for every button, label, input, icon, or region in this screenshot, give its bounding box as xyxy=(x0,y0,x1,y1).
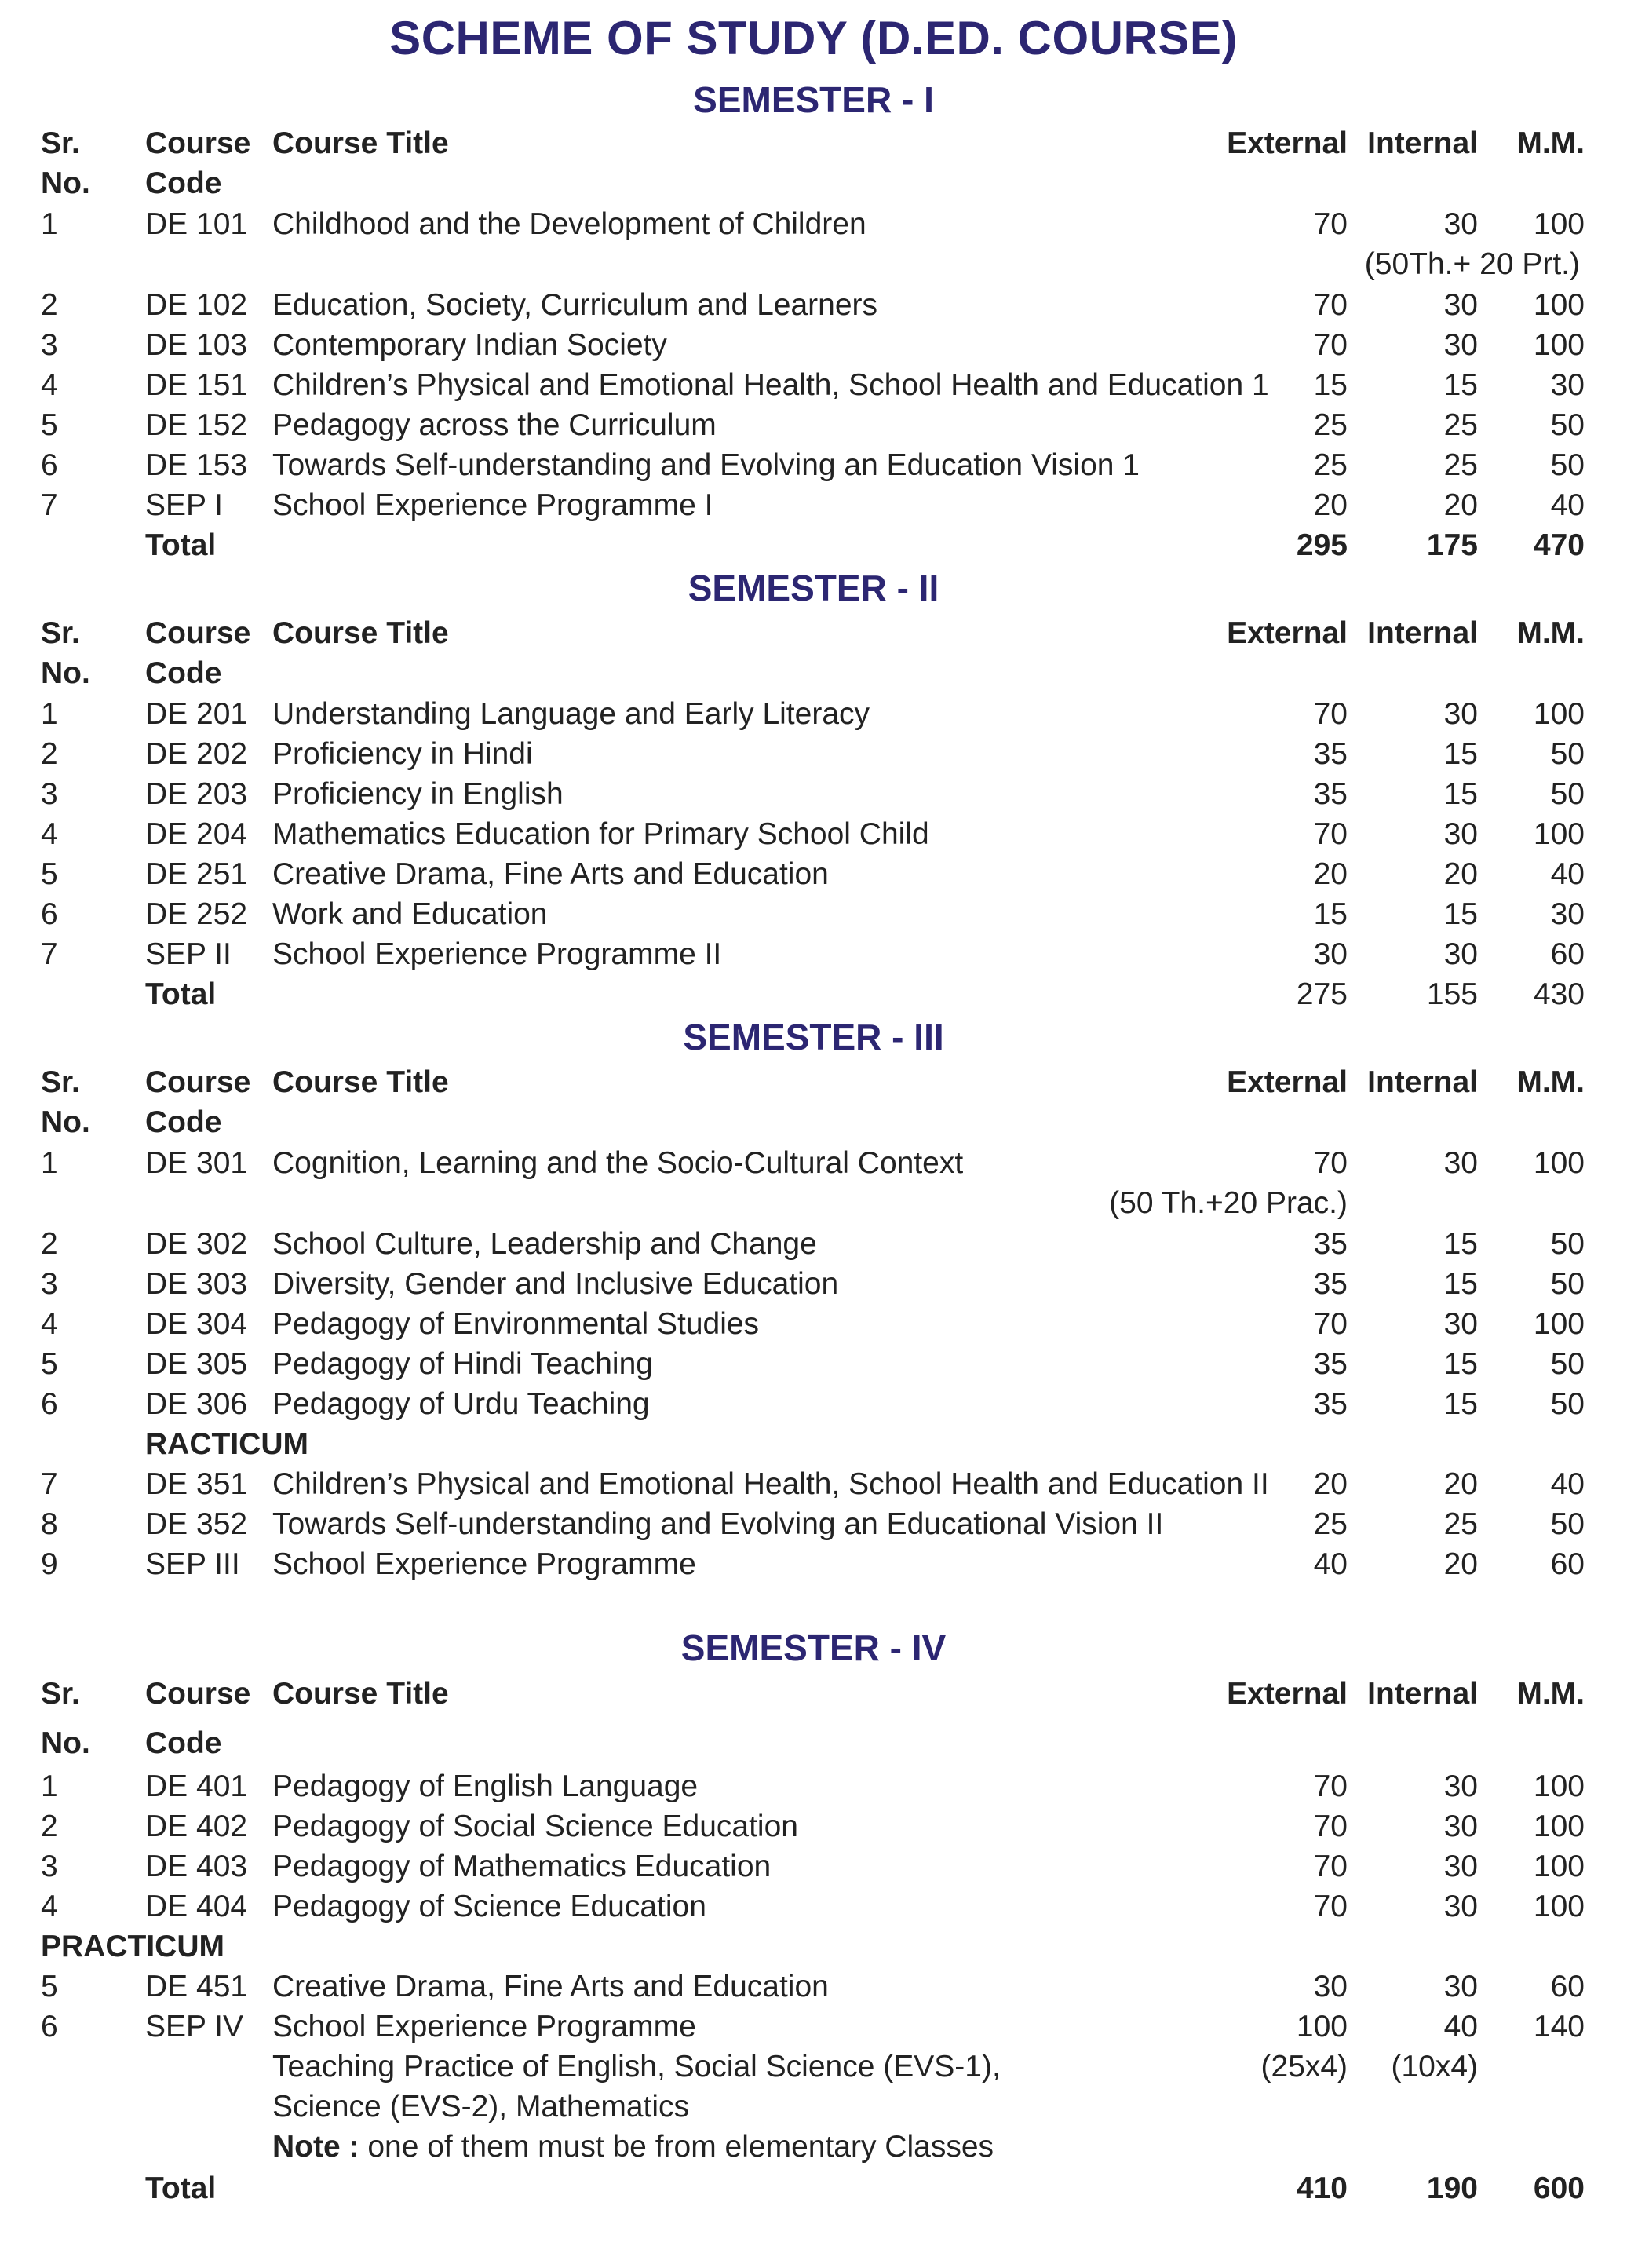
table-header-line2 xyxy=(0,1723,1627,1764)
external-cell: 20 xyxy=(1313,488,1348,522)
table-row xyxy=(0,774,1627,815)
table-header xyxy=(0,613,1627,654)
sr-cell: 7 xyxy=(41,488,58,522)
title-cell: Pedagogy of Hindi Teaching xyxy=(272,1347,653,1381)
total-internal: 190 xyxy=(1426,2171,1478,2205)
mm-cell: 30 xyxy=(1550,368,1585,402)
sr-cell: 2 xyxy=(41,1227,58,1261)
col-sr: Sr. xyxy=(41,1065,80,1099)
code-cell: DE 101 xyxy=(145,207,248,241)
code-cell: DE 201 xyxy=(145,697,248,731)
table-row xyxy=(0,1264,1627,1305)
sr-cell: 4 xyxy=(41,1307,58,1341)
col-internal: Internal xyxy=(1367,1065,1478,1099)
code-cell: DE 203 xyxy=(145,777,248,811)
internal-cell: 15 xyxy=(1443,1387,1478,1421)
external-cell: 70 xyxy=(1313,1810,1348,1843)
sr-cell: 4 xyxy=(41,368,58,402)
table-header xyxy=(0,1062,1627,1103)
title-cell: Proficiency in Hindi xyxy=(272,737,533,771)
title-cell: School Culture, Leadership and Change xyxy=(272,1227,817,1261)
col-sr: Sr. xyxy=(41,616,80,650)
col-title: Course Title xyxy=(272,126,449,160)
internal-cell: 15 xyxy=(1443,777,1478,811)
total-label: Total xyxy=(145,977,217,1011)
col-sr-2: No. xyxy=(41,166,90,200)
section-subheading xyxy=(0,1424,1627,1465)
internal-cell: 20 xyxy=(1443,1467,1478,1501)
sr-cell: 6 xyxy=(41,2010,58,2043)
col-internal: Internal xyxy=(1367,1677,1478,1711)
teaching-practice-text-2: Science (EVS-2), Mathematics xyxy=(272,2090,690,2124)
internal-cell: 20 xyxy=(1443,1547,1478,1581)
mm-cell: 50 xyxy=(1550,1387,1585,1421)
col-code-2: Code xyxy=(145,1726,222,1760)
title-cell: Children’s Physical and Emotional Health, School Health and Education II xyxy=(272,1467,1269,1501)
table-row xyxy=(0,1224,1627,1265)
sr-cell: 5 xyxy=(41,408,58,442)
col-code-2: Code xyxy=(145,166,222,200)
sr-cell: 3 xyxy=(41,1267,58,1301)
code-cell: SEP III xyxy=(145,1547,240,1581)
mm-cell: 50 xyxy=(1550,1507,1585,1541)
code-cell: DE 153 xyxy=(145,448,248,482)
internal-cell: 15 xyxy=(1443,1347,1478,1381)
code-cell: DE 303 xyxy=(145,1267,248,1301)
sr-cell: 5 xyxy=(41,857,58,891)
external-breakdown: (25x4) xyxy=(1260,2050,1348,2084)
col-title: Course Title xyxy=(272,616,449,650)
section-subheading xyxy=(0,1927,1627,1967)
table-header-line2 xyxy=(0,1102,1627,1143)
table-row xyxy=(0,365,1627,406)
mm-cell: 60 xyxy=(1550,937,1585,971)
sr-cell: 1 xyxy=(41,697,58,731)
col-sr: Sr. xyxy=(41,126,80,160)
table-header xyxy=(0,1674,1627,1715)
external-cell: 70 xyxy=(1313,288,1348,322)
mm-cell: 50 xyxy=(1550,448,1585,482)
external-cell: 70 xyxy=(1313,1146,1348,1180)
col-mm: M.M. xyxy=(1516,1065,1585,1099)
sr-cell: 1 xyxy=(41,1769,58,1803)
internal-cell: 20 xyxy=(1443,857,1478,891)
code-cell: DE 202 xyxy=(145,737,248,771)
mm-cell: 100 xyxy=(1533,328,1585,362)
col-sr-2: No. xyxy=(41,1726,90,1760)
total-mm: 600 xyxy=(1533,2171,1585,2205)
col-code: Course xyxy=(145,616,251,650)
col-code-2: Code xyxy=(145,1105,222,1139)
table-row xyxy=(0,854,1627,895)
sr-cell: 3 xyxy=(41,328,58,362)
code-cell: DE 252 xyxy=(145,897,248,931)
col-internal: Internal xyxy=(1367,616,1478,650)
title-cell: Cognition, Learning and the Socio-Cultural Context xyxy=(272,1146,964,1180)
table-header-line2 xyxy=(0,163,1627,204)
mm-cell: 40 xyxy=(1550,1467,1585,1501)
code-cell: DE 403 xyxy=(145,1850,248,1883)
mm-cell: 40 xyxy=(1550,488,1585,522)
internal-cell: 25 xyxy=(1443,448,1478,482)
code-cell: DE 151 xyxy=(145,368,248,402)
code-cell: DE 152 xyxy=(145,408,248,442)
title-cell: Pedagogy of Environmental Studies xyxy=(272,1307,760,1341)
table-row xyxy=(0,1464,1627,1505)
external-cell: 30 xyxy=(1313,1970,1348,2003)
practicum-label: PRACTICUM xyxy=(41,1930,224,1963)
table-row xyxy=(0,1504,1627,1545)
sr-cell: 5 xyxy=(41,1347,58,1381)
note-row xyxy=(0,244,1627,285)
external-cell: 70 xyxy=(1313,1769,1348,1803)
total-external: 410 xyxy=(1296,2171,1348,2205)
internal-cell: 30 xyxy=(1443,1850,1478,1883)
internal-cell: 25 xyxy=(1443,408,1478,442)
sr-cell: 7 xyxy=(41,937,58,971)
note-label: Note : xyxy=(272,2130,359,2164)
table-row xyxy=(0,1886,1627,1927)
internal-cell: 30 xyxy=(1443,328,1478,362)
semester-1-heading: SEMESTER - I xyxy=(693,79,934,120)
title-cell: Pedagogy across the Curriculum xyxy=(272,408,717,442)
external-cell: 25 xyxy=(1313,1507,1348,1541)
external-cell: 100 xyxy=(1296,2010,1348,2043)
sr-cell: 2 xyxy=(41,1810,58,1843)
mm-cell: 100 xyxy=(1533,1810,1585,1843)
practicum-label: RACTICUM xyxy=(145,1427,308,1461)
code-cell: DE 351 xyxy=(145,1467,248,1501)
title-cell: Pedagogy of Mathematics Education xyxy=(272,1850,772,1883)
col-code: Course xyxy=(145,1677,251,1711)
external-cell: 70 xyxy=(1313,697,1348,731)
code-cell: DE 352 xyxy=(145,1507,248,1541)
code-cell: DE 102 xyxy=(145,288,248,322)
code-cell: DE 402 xyxy=(145,1810,248,1843)
table-row xyxy=(0,1143,1627,1184)
mm-cell: 100 xyxy=(1533,1146,1585,1180)
note-row xyxy=(0,2127,1627,2168)
sr-cell: 5 xyxy=(41,1970,58,2003)
total-mm: 470 xyxy=(1533,528,1585,562)
mm-cell: 50 xyxy=(1550,737,1585,771)
table-row xyxy=(0,325,1627,366)
sr-cell: 4 xyxy=(41,1890,58,1923)
external-cell: 15 xyxy=(1313,368,1348,402)
external-cell: 70 xyxy=(1313,207,1348,241)
col-code: Course xyxy=(145,126,251,160)
external-cell: 30 xyxy=(1313,937,1348,971)
internal-cell: 25 xyxy=(1443,1507,1478,1541)
code-cell: DE 305 xyxy=(145,1347,248,1381)
semester-4-heading: SEMESTER - IV xyxy=(680,1627,947,1668)
total-external: 295 xyxy=(1296,528,1348,562)
external-cell: 15 xyxy=(1313,897,1348,931)
col-mm: M.M. xyxy=(1516,1677,1585,1711)
table-row xyxy=(0,405,1627,446)
external-cell: 35 xyxy=(1313,777,1348,811)
mm-cell: 100 xyxy=(1533,1307,1585,1341)
col-external: External xyxy=(1227,1677,1348,1711)
internal-cell: 15 xyxy=(1443,1227,1478,1261)
title-cell: School Experience Programme xyxy=(272,1547,696,1581)
detail-row xyxy=(0,2047,1627,2087)
internal-cell: 30 xyxy=(1443,1890,1478,1923)
mm-cell: 40 xyxy=(1550,857,1585,891)
title-cell: Creative Drama, Fine Arts and Education xyxy=(272,857,829,891)
internal-cell: 30 xyxy=(1443,1146,1478,1180)
total-internal: 175 xyxy=(1426,528,1478,562)
mm-cell: 60 xyxy=(1550,1970,1585,2003)
code-cell: SEP I xyxy=(145,488,224,522)
title-cell: School Experience Programme xyxy=(272,2010,696,2043)
table-row xyxy=(0,894,1627,935)
col-external: External xyxy=(1227,126,1348,160)
external-cell: 35 xyxy=(1313,1387,1348,1421)
sr-cell: 2 xyxy=(41,288,58,322)
mm-cell: 140 xyxy=(1533,2010,1585,2043)
external-cell: 70 xyxy=(1313,1307,1348,1341)
external-cell: 20 xyxy=(1313,857,1348,891)
title-cell: Pedagogy of Social Science Education xyxy=(272,1810,798,1843)
external-cell: 40 xyxy=(1313,1547,1348,1581)
external-cell: 25 xyxy=(1313,448,1348,482)
mm-cell: 50 xyxy=(1550,1267,1585,1301)
table-row xyxy=(0,1967,1627,2007)
table-row xyxy=(0,445,1627,486)
table-row xyxy=(0,734,1627,775)
col-sr: Sr. xyxy=(41,1677,80,1711)
internal-cell: 15 xyxy=(1443,897,1478,931)
internal-cell: 30 xyxy=(1443,697,1478,731)
title-cell: School Experience Programme I xyxy=(272,488,713,522)
mm-cell: 100 xyxy=(1533,288,1585,322)
internal-cell: 30 xyxy=(1443,207,1478,241)
code-cell: DE 451 xyxy=(145,1970,248,2003)
external-cell: 70 xyxy=(1313,1890,1348,1923)
mm-cell: 100 xyxy=(1533,1890,1585,1923)
col-title: Course Title xyxy=(272,1677,449,1711)
table-row xyxy=(0,2007,1627,2047)
detail-row xyxy=(0,2087,1627,2127)
sr-cell: 3 xyxy=(41,1850,58,1883)
mm-cell: 50 xyxy=(1550,777,1585,811)
col-external: External xyxy=(1227,1065,1348,1099)
col-code: Course xyxy=(145,1065,251,1099)
internal-cell: 30 xyxy=(1443,937,1478,971)
title-cell: Diversity, Gender and Inclusive Education xyxy=(272,1267,839,1301)
title-cell: Pedagogy of Urdu Teaching xyxy=(272,1387,650,1421)
table-row xyxy=(0,1384,1627,1425)
title-cell: Children’s Physical and Emotional Health, School Health and Education 1 xyxy=(272,368,1269,402)
table-row xyxy=(0,1304,1627,1345)
internal-cell: 30 xyxy=(1443,1970,1478,2003)
code-cell: DE 204 xyxy=(145,817,248,851)
mm-cell: 100 xyxy=(1533,207,1585,241)
title-cell: Pedagogy of Science Education xyxy=(272,1890,706,1923)
mm-cell: 60 xyxy=(1550,1547,1585,1581)
table-row xyxy=(0,1344,1627,1385)
external-cell: 20 xyxy=(1313,1467,1348,1501)
total-row xyxy=(0,974,1627,1015)
mm-cell: 30 xyxy=(1550,897,1585,931)
table-header xyxy=(0,123,1627,164)
code-cell: DE 301 xyxy=(145,1146,248,1180)
title-cell: Childhood and the Development of Children xyxy=(272,207,866,241)
total-label: Total xyxy=(145,528,217,562)
total-label: Total xyxy=(145,2171,217,2205)
sr-cell: 6 xyxy=(41,1387,58,1421)
table-row xyxy=(0,485,1627,526)
mm-cell: 50 xyxy=(1550,1227,1585,1261)
table-row xyxy=(0,1544,1627,1585)
external-note: (50 Th.+20 Prac.) xyxy=(1109,1186,1348,1220)
col-internal: Internal xyxy=(1367,126,1478,160)
external-cell: 25 xyxy=(1313,408,1348,442)
internal-cell: 20 xyxy=(1443,488,1478,522)
sr-cell: 8 xyxy=(41,1507,58,1541)
title-cell: Creative Drama, Fine Arts and Education xyxy=(272,1970,829,2003)
title-cell: Proficiency in English xyxy=(272,777,564,811)
internal-cell: 15 xyxy=(1443,1267,1478,1301)
external-cell: 35 xyxy=(1313,1267,1348,1301)
table-row xyxy=(0,1806,1627,1847)
total-internal: 155 xyxy=(1426,977,1478,1011)
note-row xyxy=(0,1183,1627,1224)
internal-cell: 40 xyxy=(1443,2010,1478,2043)
col-sr-2: No. xyxy=(41,1105,90,1139)
teaching-practice-text: Teaching Practice of English, Social Science (EVS-1), xyxy=(272,2050,1001,2084)
title-cell: Contemporary Indian Society xyxy=(272,328,667,362)
mm-cell: 100 xyxy=(1533,817,1585,851)
total-row xyxy=(0,2168,1627,2209)
title-cell: Towards Self-understanding and Evolving an Education Vision 1 xyxy=(272,448,1140,482)
code-cell: DE 103 xyxy=(145,328,248,362)
mm-cell: 50 xyxy=(1550,408,1585,442)
code-cell: DE 404 xyxy=(145,1890,248,1923)
table-row xyxy=(0,814,1627,855)
table-row xyxy=(0,1766,1627,1807)
code-cell: SEP IV xyxy=(145,2010,244,2043)
external-cell: 35 xyxy=(1313,1227,1348,1261)
sr-cell: 6 xyxy=(41,448,58,482)
internal-note: (50Th.+ 20 Prt.) xyxy=(1364,247,1580,281)
col-title: Course Title xyxy=(272,1065,449,1099)
sr-cell: 6 xyxy=(41,897,58,931)
code-cell: DE 306 xyxy=(145,1387,248,1421)
table-row xyxy=(0,204,1627,245)
external-cell: 70 xyxy=(1313,328,1348,362)
mm-cell: 100 xyxy=(1533,1850,1585,1883)
code-cell: DE 302 xyxy=(145,1227,248,1261)
sr-cell: 4 xyxy=(41,817,58,851)
col-code-2: Code xyxy=(145,656,222,690)
col-external: External xyxy=(1227,616,1348,650)
total-row xyxy=(0,525,1627,566)
internal-cell: 30 xyxy=(1443,1769,1478,1803)
internal-cell: 15 xyxy=(1443,737,1478,771)
internal-cell: 30 xyxy=(1443,817,1478,851)
code-cell: SEP II xyxy=(145,937,232,971)
page-title: SCHEME OF STUDY (D.ED. COURSE) xyxy=(389,12,1238,64)
external-cell: 35 xyxy=(1313,1347,1348,1381)
external-cell: 70 xyxy=(1313,1850,1348,1883)
sr-cell: 1 xyxy=(41,1146,58,1180)
title-cell: Education, Society, Curriculum and Learners xyxy=(272,288,877,322)
mm-cell: 50 xyxy=(1550,1347,1585,1381)
internal-cell: 30 xyxy=(1443,288,1478,322)
internal-cell: 30 xyxy=(1443,1810,1478,1843)
internal-cell: 30 xyxy=(1443,1307,1478,1341)
table-row xyxy=(0,934,1627,975)
table-row xyxy=(0,694,1627,735)
semester-2-heading: SEMESTER - II xyxy=(688,568,939,608)
code-cell: DE 251 xyxy=(145,857,248,891)
total-mm: 430 xyxy=(1533,977,1585,1011)
note-text: one of them must be from elementary Classes xyxy=(359,2130,994,2164)
title-cell: Towards Self-understanding and Evolving an Educational Vision II xyxy=(272,1507,1164,1541)
mm-cell: 100 xyxy=(1533,697,1585,731)
title-cell: Pedagogy of English Language xyxy=(272,1769,699,1803)
internal-cell: 15 xyxy=(1443,368,1478,402)
title-cell: Mathematics Education for Primary School Child xyxy=(272,817,929,851)
total-external: 275 xyxy=(1296,977,1348,1011)
col-mm: M.M. xyxy=(1516,126,1585,160)
col-mm: M.M. xyxy=(1516,616,1585,650)
title-cell: Understanding Language and Early Literacy xyxy=(272,697,870,731)
title-cell: Work and Education xyxy=(272,897,548,931)
sr-cell: 9 xyxy=(41,1547,58,1581)
col-sr-2: No. xyxy=(41,656,90,690)
semester-3-heading: SEMESTER - III xyxy=(683,1017,944,1057)
table-row xyxy=(0,1846,1627,1887)
code-cell: DE 401 xyxy=(145,1769,248,1803)
mm-cell: 100 xyxy=(1533,1769,1585,1803)
sr-cell: 3 xyxy=(41,777,58,811)
title-cell: School Experience Programme II xyxy=(272,937,722,971)
note xyxy=(272,2127,994,2168)
sr-cell: 7 xyxy=(41,1467,58,1501)
internal-breakdown: (10x4) xyxy=(1391,2050,1478,2084)
sr-cell: 1 xyxy=(41,207,58,241)
sr-cell: 2 xyxy=(41,737,58,771)
external-cell: 35 xyxy=(1313,737,1348,771)
code-cell: DE 304 xyxy=(145,1307,248,1341)
external-cell: 70 xyxy=(1313,817,1348,851)
table-header-line2 xyxy=(0,653,1627,694)
table-row xyxy=(0,285,1627,326)
